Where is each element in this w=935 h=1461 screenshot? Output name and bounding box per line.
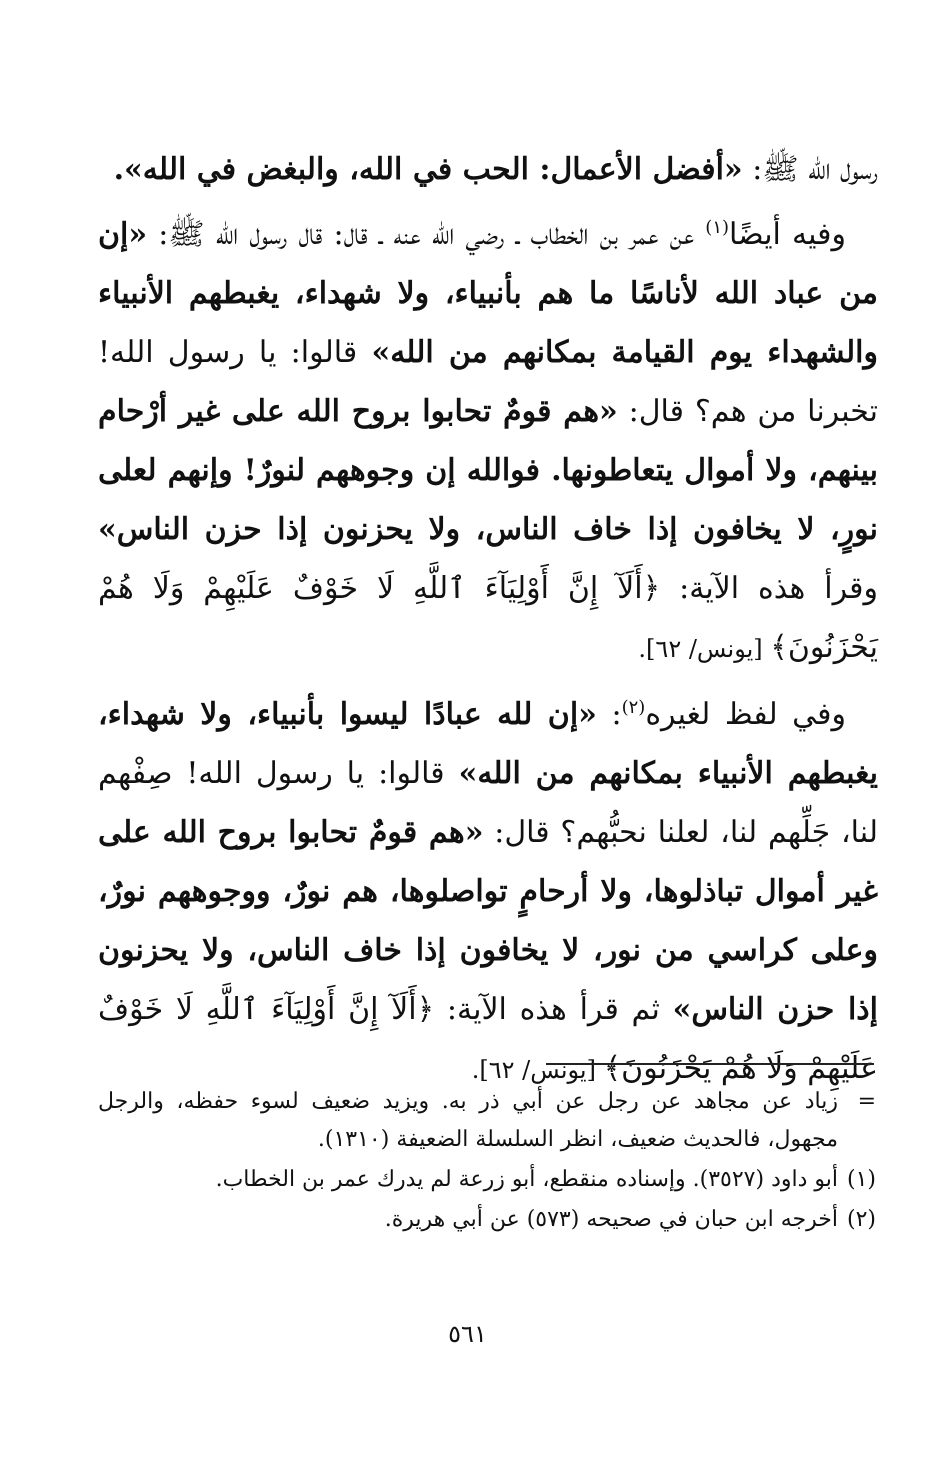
- footnote-1: [98, 1161, 876, 1199]
- hadith-quote: «إن لله عبادًا ليسوا بأنبياء، ولا شهداء، يغبطهم الأنبياء بمكانهم من الله»: [98, 697, 878, 791]
- footnote-ref-2[interactable]: (٢): [621, 697, 646, 718]
- footnote-2: [98, 1201, 876, 1239]
- footnote-divider: [546, 1063, 874, 1065]
- recite-text: وقرأ هذه الآية:: [660, 571, 878, 606]
- paragraph-1: [98, 140, 878, 199]
- footnote-mark: (١): [846, 1167, 876, 1192]
- recite-text: ثم قرأ هذه الآية:: [434, 992, 673, 1027]
- hadith-quote: «إن من عباد الله لأناسًا ما هم بأنبياء، ولا شهداء، يغبطهم الأنبياء والشهداء يوم القيامة بمكانهم من الله»: [98, 217, 879, 370]
- footnote-mark: (٢): [846, 1207, 876, 1232]
- intro-text: وفي لفظ لغيره: [645, 697, 846, 732]
- footnote-ref-1[interactable]: (١): [705, 217, 730, 238]
- page-number: ٥٦١: [448, 1320, 487, 1348]
- narrator-text: عن عمر بن الخطاب ـ رضي الله عنه ـ قال: قال رسول الله ﷺ:: [147, 217, 706, 252]
- quran-verse: ﴿أَلَآ إِنَّ أَوْلِيَآءَ ٱللَّهِ لَا خَوْفٌ عَلَيْهِمْ وَلَا هُمْ يَحْزَنُونَ﴾: [98, 992, 878, 1086]
- hadith-quote: «هم قومٌ تحابوا بروح الله على غير أموال تباذلوها، ولا أرحامٍ تواصلوها، هم نورٌ، ووجوههم نورٌ، وعلى كراسي من نور، لا يخافون إذا خاف الناس، ولا يحزنون إذا حزن الناس»: [98, 815, 878, 1027]
- footnote-continued: [98, 1083, 876, 1159]
- footnotes: [98, 1083, 876, 1241]
- paragraph-3: [98, 685, 878, 1100]
- footnote-mark: =: [857, 1089, 876, 1114]
- footnote-text: أخرجه ابن حبان في صحيحه (٥٧٣) عن أبي هريرة.: [384, 1207, 838, 1232]
- footnote-text: أبو داود (٣٥٢٧). وإسناده منقطع، أبو زرعة لم يدرك عمر بن الخطاب.: [215, 1167, 838, 1192]
- quran-verse: ﴿أَلَآ إِنَّ أَوْلِيَآءَ ٱللَّهِ لَا خَوْفٌ عَلَيْهِمْ وَلَا هُمْ يَحْزَنُونَ﴾: [98, 571, 878, 665]
- footnote-text: زياد عن مجاهد عن رجل عن أبي ذر به. ويزيد ضعيف لسوء حفظه، والرجل مجهول، فالحديث ضعيف، انظر السلسلة الضعيفة (١٣١٠).: [98, 1089, 839, 1152]
- colon-text: :: [596, 697, 622, 732]
- intro-text: وفيه أيضًا: [729, 217, 847, 252]
- hadith-quote: «أفضل الأعمال: الحب في الله، والبغض في الله».: [113, 152, 743, 187]
- paragraph-2: [98, 205, 878, 679]
- intro-text: رسول الله ﷺ:: [742, 152, 878, 187]
- question-text: قالوا: يا رسول الله! صِفْهم لنا، جَلِّهم لنا، لعلنا نحبُّهم؟ قال:: [98, 756, 878, 850]
- verse-citation: [يونس/ ٦٢].: [638, 635, 771, 663]
- main-text: [98, 140, 878, 1100]
- question-text: قالوا: يا رسول الله! تخبرنا من هم؟ قال:: [98, 335, 878, 429]
- verse-citation: [يونس/ ٦٢].: [471, 1056, 604, 1084]
- hadith-quote: «هم قومٌ تحابوا بروح الله على غير أرْحام بينهم، ولا أموال يتعاطونها. فوالله إن وجوههم لنورٌ! وإنهم لعلى نورٍ، لا يخافون إذا خاف الناس، ولا يحزنون إذا حزن الناس»: [98, 394, 878, 547]
